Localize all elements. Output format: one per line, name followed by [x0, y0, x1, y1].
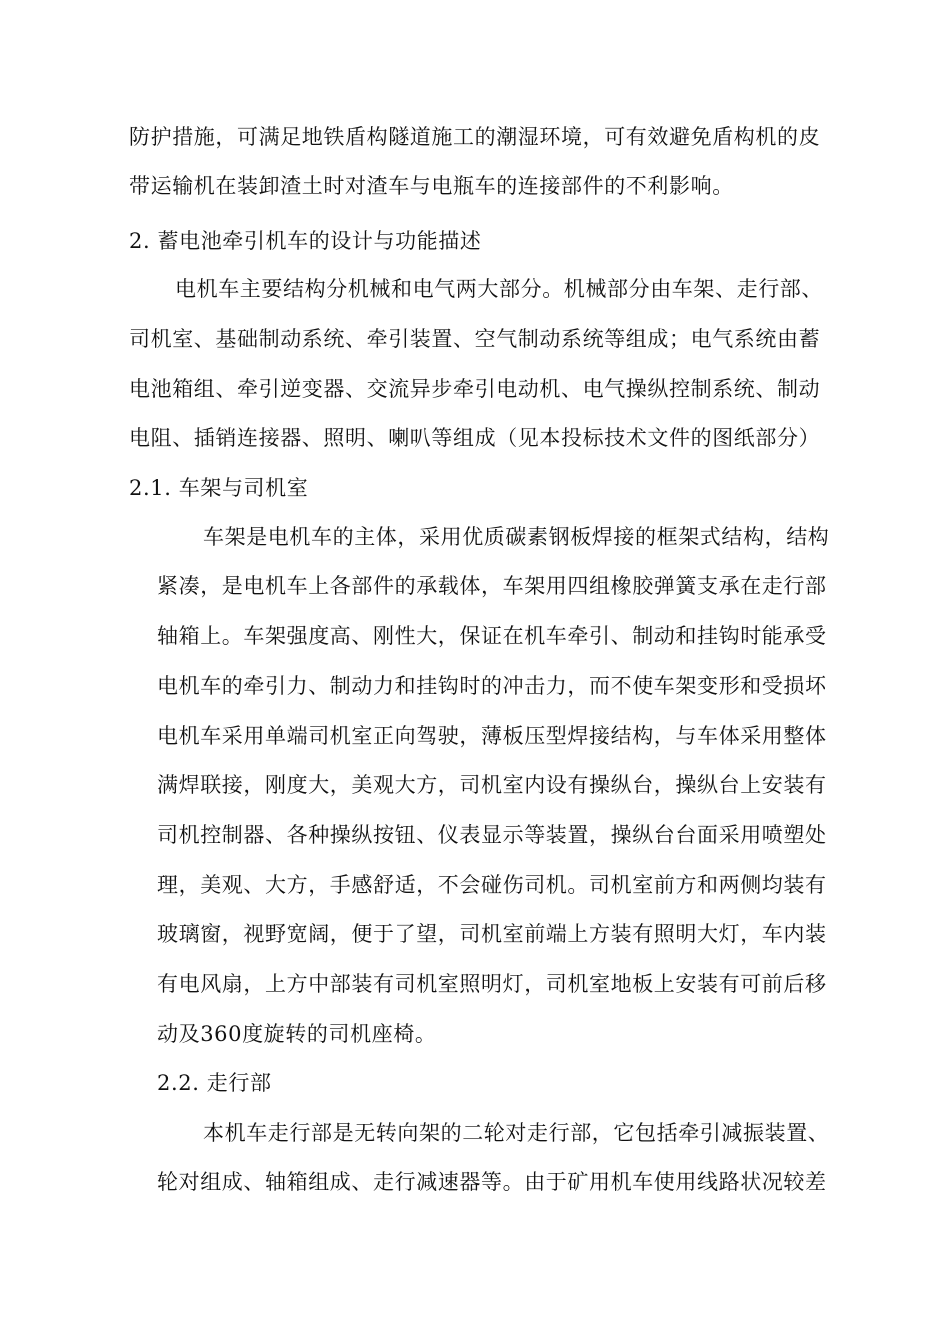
- paragraph-line: 满焊联接，刚度大，美观大方，司机室内设有操纵台，操纵台上安装有: [157, 773, 827, 797]
- paragraph-line: 动及360度旋转的司机座椅。: [157, 1022, 437, 1046]
- section-heading: 2. 蓄电池牵引机车的设计与功能描述: [129, 229, 482, 253]
- paragraph-line: 轮对组成、轴箱组成、走行减速器等。由于矿用机车使用线路状况较差: [157, 1170, 827, 1194]
- paragraph-line: 理，美观、大方，手感舒适，不会碰伤司机。司机室前方和两侧均装有: [157, 873, 827, 897]
- section-heading: 2.1. 车架与司机室: [129, 476, 309, 500]
- paragraph-line: 玻璃窗，视野宽阔，便于了望，司机室前端上方装有照明大灯，车内装: [157, 922, 827, 946]
- paragraph-line: 电机车主要结构分机械和电气两大部分。机械部分由车架、走行部、: [175, 277, 823, 301]
- section-heading: 2.2. 走行部: [157, 1071, 272, 1095]
- paragraph-line: 防护措施，可满足地铁盾构隧道施工的潮湿环境，可有效避免盾构机的皮: [129, 125, 821, 149]
- paragraph-line: 有电风扇，上方中部装有司机室照明灯，司机室地板上安装有可前后移: [157, 972, 827, 996]
- paragraph-line: 司机控制器、各种操纵按钮、仪表显示等装置，操纵台台面采用喷塑处: [157, 823, 827, 847]
- paragraph-line: 车架是电机车的主体，采用优质碳素钢板焊接的框架式结构，结构: [203, 525, 830, 549]
- paragraph-line: 紧凑，是电机车上各部件的承载体，车架用四组橡胶弹簧支承在走行部: [157, 574, 827, 598]
- paragraph-line: 本机车走行部是无转向架的二轮对走行部，它包括牵引减振装置、: [203, 1121, 830, 1145]
- paragraph-line: 司机室、基础制动系统、牵引装置、空气制动系统等组成；电气系统由蓄: [129, 327, 821, 351]
- paragraph-line: 电机车采用单端司机室正向驾驶，薄板压型焊接结构，与车体采用整体: [157, 724, 827, 748]
- paragraph-line: 电池箱组、牵引逆变器、交流异步牵引电动机、电气操纵控制系统、制动: [129, 377, 821, 401]
- paragraph-line: 带运输机在装卸渣土时对渣车与电瓶车的连接部件的不利影响。: [129, 174, 734, 198]
- paragraph-line: 轴箱上。车架强度高、刚性大，保证在机车牵引、制动和挂钩时能承受: [157, 624, 827, 648]
- paragraph-line: 电阻、插销连接器、照明、喇叭等组成（见本投标技术文件的图纸部分）: [129, 426, 821, 450]
- paragraph-line: 电机车的牵引力、制动力和挂钩时的冲击力，而不使车架变形和受损坏: [157, 674, 827, 698]
